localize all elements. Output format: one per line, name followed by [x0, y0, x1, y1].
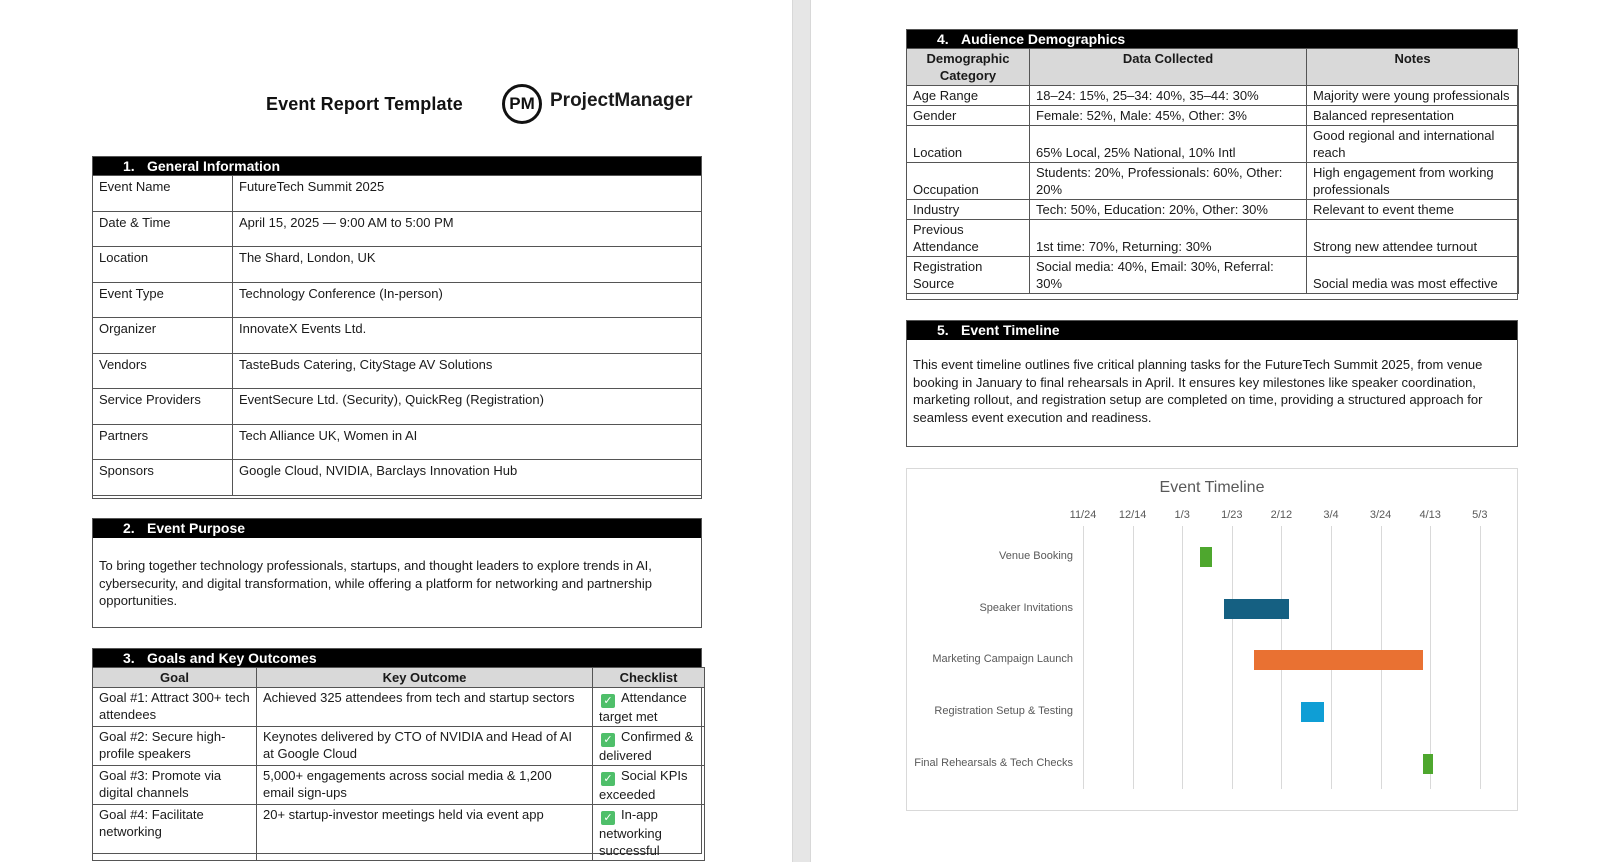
task-label: Speaker Invitations	[979, 601, 1073, 614]
task-label: Marketing Campaign Launch	[932, 653, 1073, 666]
column-header-checklist: Checklist	[593, 668, 705, 688]
data-cell: 18–24: 15%, 25–34: 40%, 35–44: 30%	[1030, 86, 1307, 106]
data-cell: Social media: 40%, Email: 30%, Referral: 30%	[1030, 257, 1307, 294]
table-row	[93, 318, 702, 354]
category-cell: Age Range	[907, 86, 1030, 106]
data-cell: Tech: 50%, Education: 20%, Other: 30%	[1030, 200, 1307, 220]
x-tick-label: 1/23	[1221, 509, 1243, 521]
task-label: Registration Setup & Testing	[934, 705, 1073, 718]
task-label: Final Rehearsals & Tech Checks	[914, 756, 1073, 769]
category-cell: Industry	[907, 200, 1030, 220]
page-1	[0, 0, 792, 862]
gantt-bar[interactable]	[1200, 547, 1212, 567]
gantt-bar[interactable]	[1423, 754, 1433, 774]
table-row	[93, 460, 702, 496]
field-value: Tech Alliance UK, Women in AI	[233, 424, 702, 460]
table-row	[93, 766, 705, 805]
event-timeline-text: This event timeline outlines five critical planning tasks for the FutureTech Summit 2025, from venue booking in January to final rehearsals in April. It ensures key milestones like speaker coordination, marketing rollout, and registration setup are completed on time, providing a structured approach for seamless event execution and readiness.	[913, 357, 1483, 425]
field-value: EventSecure Ltd. (Security), QuickReg (Registration)	[233, 389, 702, 425]
demographics-table	[906, 48, 1519, 294]
table-row	[93, 389, 702, 425]
category-cell: Gender	[907, 106, 1030, 126]
table-row	[907, 257, 1519, 294]
checkmark-icon[interactable]: ✓	[601, 772, 615, 786]
goal-cell: Goal #2: Secure high-profile speakers	[93, 727, 257, 766]
field-label: Service Providers	[93, 389, 233, 425]
projectmanager-logo	[502, 84, 693, 124]
notes-cell: Balanced representation	[1307, 106, 1519, 126]
checkmark-icon[interactable]: ✓	[601, 694, 615, 708]
field-value: The Shard, London, UK	[233, 247, 702, 283]
field-value: FutureTech Summit 2025	[233, 176, 702, 212]
table-row	[907, 126, 1519, 163]
x-tick-label: 2/12	[1270, 509, 1293, 521]
gantt-bar[interactable]	[1224, 599, 1288, 619]
category-cell: Occupation	[907, 163, 1030, 200]
goals-section	[92, 648, 702, 858]
gridline	[1232, 526, 1233, 789]
data-cell: Students: 20%, Professionals: 60%, Other: 20%	[1030, 163, 1307, 200]
event-purpose-text: To bring together technology professionals, startups, and thought leaders to explore trends in AI, cybersecurity, and digital transformation, while offering a platform for networking and partnership opportunities.	[99, 558, 653, 608]
table-row	[907, 86, 1519, 106]
notes-cell: Relevant to event theme	[1307, 200, 1519, 220]
column-header-goal: Goal	[93, 668, 257, 688]
event-timeline-section	[906, 320, 1518, 447]
checkmark-icon[interactable]: ✓	[601, 811, 615, 825]
field-label: Partners	[93, 424, 233, 460]
category-cell: Registration Source	[907, 257, 1030, 294]
section-heading: 3. Goals and Key Outcomes	[93, 649, 701, 668]
gridline	[1430, 526, 1431, 789]
table-row	[93, 353, 702, 389]
checkmark-icon[interactable]: ✓	[601, 733, 615, 747]
data-cell: 65% Local, 25% National, 10% Intl	[1030, 126, 1307, 163]
general-information-section	[92, 156, 702, 499]
field-label: Date & Time	[93, 211, 233, 247]
table-row	[907, 220, 1519, 257]
logo-text: ProjectManager	[550, 90, 693, 111]
x-tick-label: 11/24	[1069, 509, 1097, 521]
field-label: Event Name	[93, 176, 233, 212]
section-heading: 2. Event Purpose	[93, 519, 701, 538]
checklist-cell: ✓ In-app networking successful	[593, 805, 705, 861]
table-row	[93, 424, 702, 460]
notes-cell: Strong new attendee turnout	[1307, 220, 1519, 257]
field-label: Sponsors	[93, 460, 233, 496]
gridline	[1480, 526, 1481, 789]
table-row	[93, 727, 705, 766]
gridline	[1083, 526, 1084, 789]
table-row	[907, 106, 1519, 126]
table-row	[907, 163, 1519, 200]
document-title: Event Report Template	[266, 94, 463, 114]
chart-title: Event Timeline	[1159, 479, 1265, 496]
checklist-cell: ✓ Confirmed & delivered	[593, 727, 705, 766]
data-cell: 1st time: 70%, Returning: 30%	[1030, 220, 1307, 257]
field-label: Location	[93, 247, 233, 283]
column-header-category: Demographic Category	[907, 49, 1030, 86]
x-tick-label: 1/3	[1174, 509, 1190, 521]
table-row	[93, 211, 702, 247]
notes-cell: Majority were young professionals	[1307, 86, 1519, 106]
gantt-bar[interactable]	[1301, 702, 1323, 722]
column-header-data-collected: Data Collected	[1030, 49, 1307, 86]
goal-cell: Goal #1: Attract 300+ tech attendees	[93, 688, 257, 727]
notes-cell: Good regional and international reach	[1307, 126, 1519, 163]
field-value: Technology Conference (In-person)	[233, 282, 702, 318]
pm-logo-icon: PM	[502, 84, 542, 124]
event-purpose-section	[92, 518, 702, 628]
table-row	[93, 805, 705, 861]
x-tick-label: 3/4	[1323, 509, 1339, 521]
category-cell: Previous Attendance	[907, 220, 1030, 257]
category-cell: Location	[907, 126, 1030, 163]
section-heading: 5. Event Timeline	[907, 321, 1517, 340]
table-row	[93, 282, 702, 318]
audience-demographics-section	[906, 29, 1518, 300]
checklist-cell: ✓ Attendance target met	[593, 688, 705, 727]
goals-table	[92, 667, 705, 861]
event-timeline-chart	[906, 468, 1518, 811]
gridline	[1133, 526, 1134, 789]
outcome-cell: Achieved 325 attendees from tech and startup sectors	[257, 688, 593, 727]
column-header-key-outcome: Key Outcome	[257, 668, 593, 688]
field-value: InnovateX Events Ltd.	[233, 318, 702, 354]
outcome-cell: Keynotes delivered by CTO of NVIDIA and Head of AI at Google Cloud	[257, 727, 593, 766]
notes-cell: Social media was most effective	[1307, 257, 1519, 294]
table-row	[93, 176, 702, 212]
section-heading: 4. Audience Demographics	[907, 30, 1517, 49]
goal-cell: Goal #4: Facilitate networking	[93, 805, 257, 861]
general-information-table	[92, 175, 702, 496]
page-2	[811, 0, 1600, 862]
notes-cell: High engagement from working professionals	[1307, 163, 1519, 200]
data-cell: Female: 52%, Male: 45%, Other: 3%	[1030, 106, 1307, 126]
table-row	[907, 200, 1519, 220]
gantt-bar[interactable]	[1254, 650, 1423, 670]
checklist-cell: ✓ Social KPIs exceeded	[593, 766, 705, 805]
table-row	[93, 688, 705, 727]
field-label: Vendors	[93, 353, 233, 389]
field-label: Organizer	[93, 318, 233, 354]
goal-cell: Goal #3: Promote via digital channels	[93, 766, 257, 805]
x-tick-label: 4/13	[1419, 509, 1441, 521]
x-tick-label: 12/14	[1118, 509, 1147, 521]
field-value: TasteBuds Catering, CityStage AV Solutions	[233, 353, 702, 389]
gridline	[1182, 526, 1183, 789]
field-value: April 15, 2025 — 9:00 AM to 5:00 PM	[233, 211, 702, 247]
task-label: Venue Booking	[998, 550, 1073, 562]
table-row	[93, 247, 702, 283]
outcome-cell: 20+ startup-investor meetings held via event app	[257, 805, 593, 861]
x-tick-label: 5/3	[1472, 509, 1488, 521]
field-label: Event Type	[93, 282, 233, 318]
outcome-cell: 5,000+ engagements across social media & 1,200 email sign-ups	[257, 766, 593, 805]
column-header-notes: Notes	[1307, 49, 1519, 86]
field-value: Google Cloud, NVIDIA, Barclays Innovation Hub	[233, 460, 702, 496]
section-heading: 1. General Information	[93, 157, 701, 176]
x-tick-label: 3/24	[1369, 509, 1392, 521]
page-separator	[792, 0, 811, 862]
